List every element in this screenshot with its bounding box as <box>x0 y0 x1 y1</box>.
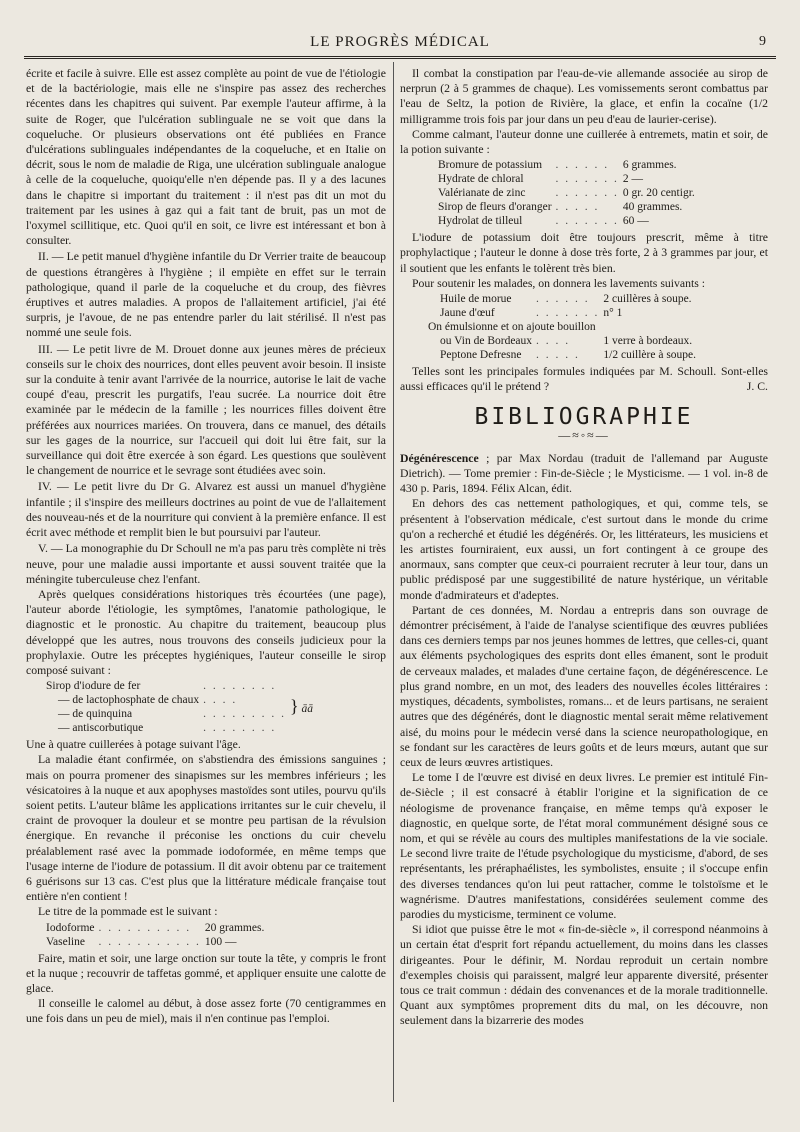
leader-dots: . . . . <box>536 335 571 348</box>
recipe-line <box>428 348 696 362</box>
recipe-sirop <box>46 679 313 735</box>
leader-dots: . . . . . <box>555 201 600 214</box>
ingredient: Jaune d'œuf <box>440 307 495 320</box>
paragraph: Il conseille le calomel au début, à dose assez forte (70 centigrammes en une fois dans un peu de miel), mais il n'en continue pas l'emploi. <box>26 997 386 1026</box>
closing-text: Telles sont les principales formules indiquées par M. Schoull. Sont-elles aussi efficaces qu'il le prétend ? <box>400 365 768 394</box>
paragraph: La maladie étant confirmée, on s'abstiendra des émissions sanguines ; mais on pourra promener des sinapismes sur les membres inférieurs ; les vésicatoires à la nuque et aux apophyses mastoïdes sont utiles, pourvu qu'ils soient petits. L'auteur blâme les applications irritantes sur le cuir chevelu, il craint de provoquer la douleur et se montre peu partisan de la révulsion énergique. En revanche il préconise les onctions du cuir chevelu préalablement rasé avec la pommade iodoformée, en même temps que l'usage interne de l'iodure de potassium. Il dit avoir obtenu par ce traitement 6 guérisons sur 13 cas. C'est plus que la littérature médicale française tout entière n'en contient ! <box>26 753 386 904</box>
recipe-lavement <box>428 292 696 362</box>
leader-dots: . . . . . . . . . <box>203 708 287 721</box>
ingredient: — antiscorbutique <box>58 722 144 735</box>
paragraph: Il combat la constipation par l'eau-de-vie allemande associée au sirop de nerprun (2 à 5 grammes de chaque). Les vomissements seront combattus par l'eau de Seltz, la potion de Rivière, la glace, et enfin la cocaïne (1/2 milligramme trois fois par jour dans un peu d'eau de laurier-cerise). <box>400 67 768 126</box>
paragraph-section-v: V. — La monographie du Dr Schoull ne m'a pas paru très complète ni très neuve, pour une maladie aussi importante et aussi souvent traitée que la méningite tuberculeuse chez l'enfant. <box>26 542 386 586</box>
ingredient: Valérianate de zinc <box>438 187 526 200</box>
quantity: 20 grammes. <box>204 921 265 934</box>
recipe-line <box>428 334 696 348</box>
left-column <box>26 66 386 1027</box>
bibliography-heading: BIBLIOGRAPHIE <box>474 404 694 431</box>
paragraph: Partant de ces données, M. Nordau a entrepris dans son ouvrage de démontrer précisément, à l'aide de l'analyse scientifique des œuvres publiées dans ces derniers temps par nos jeunes hommes de lettres, que celles-ci, quant aux éléments psychologiques des esprits dont elles émanent, sont le produit de cerveaux malades, et malades d'une certaine façon, de dégénérescence. Le plus grand nombre, en un mot, des leaders des nouvelles écoles littéraires : mystiques, décadents, symbolistes, romans... et de leurs partisans, ne seraient autres que des dégénérés, dont le diagnostic mental serait même relativement aisé, du moins pour le médecin versé dans la science neuropathologique, en se fondant sur les caractères de leurs goûts et de leurs mœurs, autant que sur ceux de leurs œuvres artistiques. <box>400 603 768 769</box>
quantity: 2 cuillères à soupe. <box>603 293 692 306</box>
leader-dots: . . . . . . . <box>555 215 619 228</box>
paragraph-section-ii: II. — Le petit manuel d'hygiène infantile du Dr Verrier traite de beaucoup de questions étrangères à l'hygiène ; il empiète en effet sur le terrain pathologique, quand il parle de la coqueluche et du croup, des fièvres éruptives et autres maladies. A propos de l'allaitement artificiel, j'ai été surpris, je l'avoue, de ne pas entendre parler du lait stérilisé. Il n'est pas nommé une seule fois. <box>26 250 386 340</box>
paragraph <box>400 364 768 394</box>
quantity: 2 — <box>622 173 644 186</box>
column-divider <box>393 62 394 1102</box>
running-header <box>24 32 776 54</box>
recipe-line <box>438 186 695 200</box>
paragraph: Pour soutenir les malades, on donnera les lavements suivants : <box>412 276 706 290</box>
quantity: 100 — <box>204 935 237 948</box>
leader-dots: . . . . . . . <box>555 187 619 200</box>
paragraph: Le tome I de l'œuvre est divisé en deux livres. Le premier est intitulé Fin-de-Siècle ; il est consacré à établir l'origine et la signification de ce néologisme de provenance française, en même temps qu'à exposer le diagnostic, en quelque sorte, de l'état moral communément désigné sous ce nom, et qui se révèle au cours des multiples manifestations de la vie sociale. Le second livre traite de l'étude psychologique du mysticisme, d'abord, de ses représentants, les préraphaélistes, les symbolistes, ensuite ; il s'occupe enfin des diverses tendances qu'on lui peut rattacher, comme le tolstoïsme et le wagnérisme. D'autres manifestations, considérées seulement comme des parodies du mysticisme, terminent ce volume. <box>400 771 768 921</box>
recipe-line <box>438 158 695 172</box>
ornament-divider: —≈◦≈— <box>558 427 610 442</box>
ingredient: Vaseline <box>46 935 85 948</box>
quantity: 6 grammes. <box>622 159 677 172</box>
recipe-line <box>438 172 695 186</box>
ingredient: Hydrate de chloral <box>438 173 524 186</box>
ingredient: — de lactophosphate de chaux <box>58 694 200 707</box>
ingredient: Huile de morue <box>440 293 512 306</box>
leader-dots: . . . . . . . <box>555 173 619 186</box>
ingredient: — de quinquina <box>58 708 133 721</box>
paragraph: Une à quatre cuillerées à potage suivant l'âge. <box>26 738 241 752</box>
book-title: Dégénérescence <box>400 451 479 465</box>
recipe-line <box>428 306 696 320</box>
quantity: 60 — <box>622 215 649 228</box>
recipe-potion <box>438 158 695 228</box>
leader-dots: . . . . . . . . . . . <box>98 935 201 948</box>
paragraph-section-iv: IV. — Le petit livre du Dr G. Alvarez est aussi un manuel d'hygiène infantile ; il s'inspire des meilleurs doctrines au point de vue de l'allaitement des nouveau-nés et de la nourriture qui convient à la première enfance. Il est écrit avec méthode et remplit bien le but poursuivi par l'auteur. <box>26 480 386 540</box>
paragraph: Le titre de la pommade est le suivant : <box>38 905 218 919</box>
journal-title: LE PROGRÈS MÉDICAL <box>310 34 490 50</box>
paragraph: L'iodure de potassium doit être toujours prescrit, même à titre prophylactique ; l'auteur le donne à dose très forte, 2 à 3 grammes par jour, et il soutient que les enfants le tolèrent très bien. <box>400 231 768 275</box>
book-details: ; par Max Nordau (traduit de l'allemand par Auguste Dietrich). — Tome premier : Fin-de-Siècle ; le Mysticisme. — 1 vol. in-8 de 430 p. Paris, 1894. Félix Alcan, édit. <box>400 451 768 496</box>
ingredient: Sirop d'iodure de fer <box>46 680 141 693</box>
quantity: 0 gr. 20 centigr. <box>622 187 695 200</box>
recipe-line <box>46 921 264 935</box>
quantity: 1 verre à bordeaux. <box>603 335 693 348</box>
ingredient: Peptone Defresne <box>440 349 522 362</box>
recipe-line <box>46 935 264 949</box>
leader-dots: . . . . . . <box>536 293 590 306</box>
recipe-line <box>46 693 313 707</box>
recipe-line <box>428 320 696 334</box>
header-rule <box>24 56 776 59</box>
leader-dots: . . . . . . . . <box>203 680 277 693</box>
recipe-line <box>46 721 313 735</box>
quantity: n° 1 <box>603 307 623 320</box>
right-column <box>400 66 768 1029</box>
quantity: } āā <box>290 695 314 716</box>
bibliography-entry <box>400 451 768 497</box>
quantity: 1/2 cuillère à soupe. <box>603 349 697 362</box>
ingredient: Bromure de potassium <box>438 159 543 172</box>
paragraph: Si idiot que puisse être le mot « fin-de-siècle », il correspond néanmoins à un certain état d'esprit fort répandu actuellement, du moins dans les classes dirigeantes. Pour le définir, M. Nordau reproduit un certain nombre d'exemples choisis qui paraissent, malgré leur apparente diversité, présenter tous ce trait commun : dédain des convenances et de la morale traditionnelle. Quant aux symptômes proprement dits du mal, on les découvre, non seulement dans la bizarrerie des modes <box>400 923 768 1028</box>
paragraph: Après quelques considérations historiques très écourtées (une page), l'auteur aborde l'étiologie, les symptômes, l'anatomie pathologique, le diagnostic et le pronostic. Au chapitre du traitement, beaucoup plus développé que les autres, nous trouvons des conseils judicieux pour la prophylaxie. Outre les préceptes hygiéniques, l'auteur conseille le sirop composé suivant : <box>26 587 386 677</box>
paragraph: écrite et facile à suivre. Elle est assez complète au point de vue de l'étiologie et de la bactériologie, mais elle ne s'inspire pas assez des recherches récentes dans les chapitres qui suivent. Par exemple l'auteur affirme, à la suite de Roger, que l'ulcération sublinguale ne se voit que dans la coqueluche. Or plusieurs observations ont été publiées en France d'ulcérations sublinguales indépendantes de la coqueluche, et en Italie on décrit, sous le nom de maladie de Riga, une ulcération sublinguale analogue à celle de la coqueluche, quoiqu'elle n'en dépende pas. Il y a des lacunes dans le chapitre si important du traitement : il n'est pas dit un mot du traitement par les usines à gaz qui a fait tant de bruit, pas un mot de l'oxymel scillitique, etc. Quoi qu'il en soit, ce livre est intéressant et bon à consulter. <box>26 67 386 248</box>
paragraph: Faire, matin et soir, une large onction sur toute la tête, y compris le front et la nuque ; recouvrir de taffetas gommé, et appliquer ensuite une calotte de glace. <box>26 951 386 995</box>
ingredient: Hydrolat de tilleul <box>438 215 523 228</box>
leader-dots: . . . . . <box>536 349 580 362</box>
leader-dots: . . . . . . . <box>536 307 600 320</box>
ingredient: Sirop de fleurs d'oranger <box>438 201 552 214</box>
quantity: 40 grammes. <box>622 201 683 214</box>
paragraph-section-iii: III. — Le petit livre de M. Drouet donne aux jeunes mères de précieux conseils sur le choix des nourrices, dont elles peuvent avoir besoin. Il insiste sur la conduite à tenir avant l'arrivée de la nourrice, autorise le lait de vache coupé d'eau, prescrit les purgatifs, l'eau sucrée. La nourrice doit être examinée par le médecin de la famille ; les nourrices filles doivent être préférées aux nourrices mariées. On trouvera, dans ce manuel, des détails sur les gages de la nourrice, sur l'accueil qui doit lui être fait, sur la surveillance qui doit être exercée à son égard. Les questions que soulèvent le changement de nourrice et le sevrage sont étudiées avec soin. <box>26 342 386 478</box>
leader-dots: . . . . . . . . . . <box>98 921 192 934</box>
ingredient: ou Vin de Bordeaux <box>440 335 533 348</box>
paragraph: Comme calmant, l'auteur donne une cuillerée à entremets, matin et soir, de la potion suivante : <box>400 127 768 157</box>
ingredient: On émulsionne et on ajoute bouillon <box>428 321 596 334</box>
recipe-line <box>46 707 313 721</box>
recipe-line <box>438 214 695 228</box>
recipe-pommade <box>46 921 264 949</box>
recipe-line <box>438 200 695 214</box>
leader-dots: . . . . . . <box>555 159 610 172</box>
leader-dots: . . . . . . . . <box>203 722 277 735</box>
recipe-line <box>428 292 696 306</box>
page-number: 9 <box>759 34 766 49</box>
ingredient: Iodoforme <box>46 921 95 934</box>
paragraph: En dehors des cas nettement pathologiques, et qui, comme tels, se présentent à l'observation médicale, c'est surtout dans le monde du crime qu'on a recherché et étudié les dégénérés. Or, les littérateurs, les musiciens et les artistes fourniraient, eux aussi, un fort contingent à ce groupe des anormaux, sans compter que ceux-ci pourraient recruter à leur tour, dans un public prédisposé par une suggestibilité de nature hystérique, un véritable monde d'admirateurs et d'adeptes. <box>400 497 768 602</box>
signature-initials: J. C. <box>746 380 768 394</box>
recipe-line <box>46 679 313 693</box>
leader-dots: . . . . <box>203 694 238 707</box>
